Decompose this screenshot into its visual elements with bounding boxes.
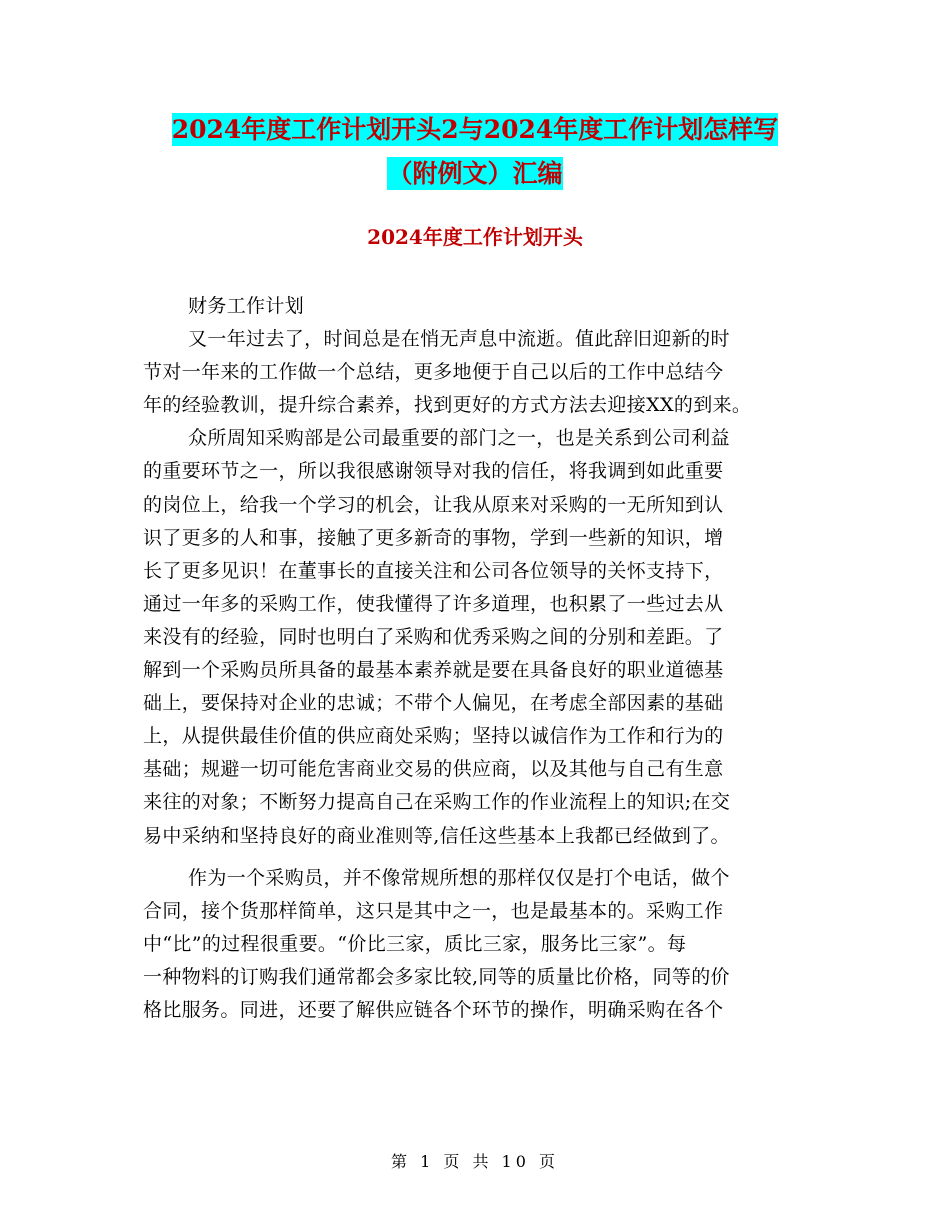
paragraph — [143, 323, 813, 422]
text-line: 上，从提供最佳价值的供应商处采购；坚持以诚信作为工作和行为的 — [143, 725, 724, 748]
text-line: 易中采纳和坚持良好的商业准则等,信任这些基本上我都已经做到了。 — [143, 824, 730, 847]
text-line: 一种物料的订购我们通常都会多家比较,同等的质量比价格，同等的价 — [143, 965, 730, 988]
text-line: 通过一年多的采购工作，使我懂得了许多道理，也积累了一些过去从 — [143, 592, 724, 615]
text-line: 年的经验教训，提升综合素养，找到更好的方式方法去迎接XX的到来。 — [143, 394, 752, 417]
text-line: 基础；规避一切可能危害商业交易的供应商，以及其他与自己有生意 — [143, 758, 724, 781]
page-footer: 第 1 页 共 10 页 — [391, 1152, 559, 1171]
text-line: 众所周知采购部是公司最重要的部门之一，也是关系到公司利益 — [188, 427, 730, 450]
text-line: 解到一个采购员所具备的最基本素养就是要在具备良好的职业道德基 — [143, 659, 724, 682]
document-title-line-1 — [0, 108, 950, 152]
text-line: 的重要环节之一，所以我很感谢领导对我的信任，将我调到如此重要 — [143, 460, 724, 483]
text-line: 中“比”的过程很重要。“价比三家，质比三家，服务比三家”。每 — [143, 932, 687, 955]
text-line: 的岗位上，给我一个学习的机会，让我从原来对采购的一无所知到认 — [143, 493, 724, 516]
text-line: 节对一年来的工作做一个总结，更多地便于自己以后的工作中总结今 — [143, 361, 724, 384]
title-highlight: 2024年度工作计划开头2与2024年度工作计划怎样写 — [171, 115, 779, 144]
document-title-line-2 — [0, 152, 950, 196]
paragraph-gap — [143, 853, 813, 862]
document-body — [143, 290, 813, 1027]
text-line: 长了更多见识！在董事长的直接关注和公司各位领导的关怀支持下， — [143, 559, 724, 582]
text-line: 础上，要保持对企业的忠诚；不带个人偏见，在考虑全部因素的基础 — [143, 692, 724, 715]
subheading: 财务工作计划 — [188, 295, 305, 317]
text-line: 合同，接个货那样简单，这只是其中之一，也是最基本的。采购工作 — [143, 899, 724, 922]
text-line: 作为一个采购员，并不像常规所想的那样仅仅是打个电话，做个 — [188, 866, 730, 889]
text-line: 格比服务。同进，还要了解供应链各个环节的操作，明确采购在各个 — [143, 998, 724, 1021]
section-heading: 2024年度工作计划开头 — [367, 225, 583, 249]
paragraph — [143, 422, 813, 852]
text-line: 来没有的经验，同时也明白了采购和优秀采购之间的分别和差距。了 — [143, 625, 724, 648]
text-line: 识了更多的人和事，接触了更多新奇的事物，学到一些新的知识，增 — [143, 526, 724, 549]
paragraph — [143, 862, 813, 1027]
text-line: 又一年过去了，时间总是在悄无声息中流逝。值此辞旧迎新的时 — [188, 328, 730, 351]
text-line: 来往的对象；不断努力提高自己在采购工作的作业流程上的知识;在交 — [143, 791, 731, 814]
title-highlight: （附例文）汇编 — [387, 159, 563, 188]
